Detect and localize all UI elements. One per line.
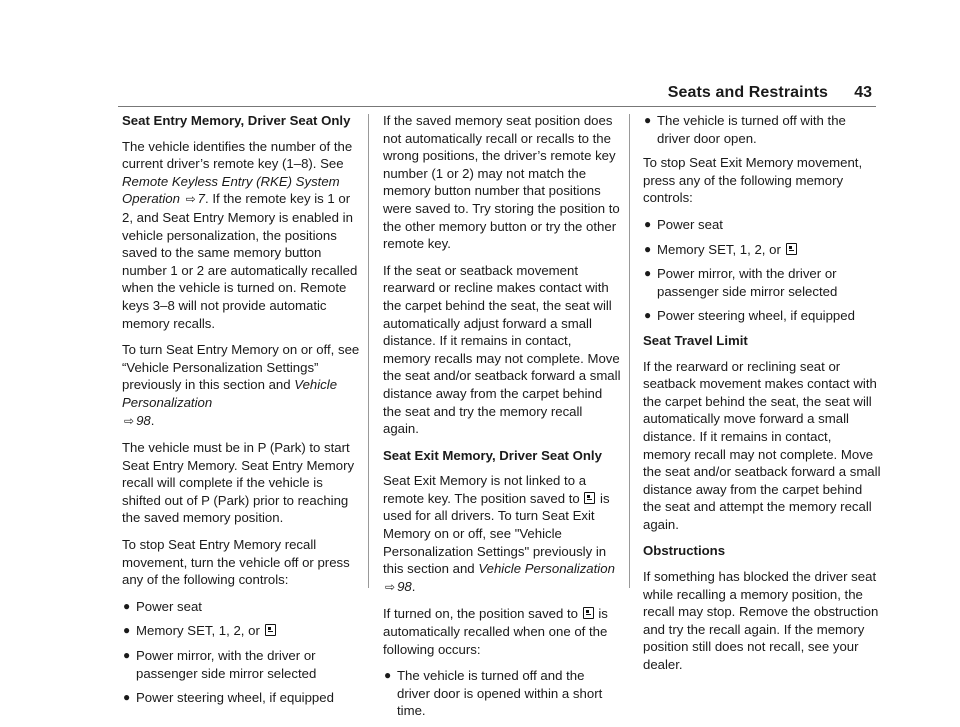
column-divider xyxy=(368,114,369,588)
paragraph-text: If turned on, the position saved to xyxy=(383,606,579,622)
page-reference-arrow-icon: ⇨ xyxy=(124,413,135,428)
section-heading: Obstructions xyxy=(643,543,726,559)
list-item xyxy=(643,265,881,300)
list-item-text: The vehicle is turned off and the driver door is opened within a short time. xyxy=(397,668,603,719)
page-reference-number[interactable]: 7 xyxy=(197,191,205,207)
bullet-icon: ● xyxy=(644,241,652,256)
list-item xyxy=(643,307,881,325)
page-header xyxy=(0,84,960,104)
list-item xyxy=(122,598,360,616)
paragraph-text: . xyxy=(411,578,416,594)
section-heading: Seat Entry Memory, Driver Seat Only xyxy=(122,113,351,128)
paragraph-text: is automatically recalled when one of the following occurs: xyxy=(383,606,608,657)
list-item xyxy=(383,667,621,720)
column-middle xyxy=(383,112,621,727)
paragraph-text: Seat Exit Memory is not linked to a remote key. The position saved to xyxy=(383,473,587,506)
bullet-icon: ● xyxy=(123,623,131,638)
list-item-text: Power mirror, with the driver or passenger side mirror selected xyxy=(657,266,838,299)
bullet-icon: ● xyxy=(644,113,652,127)
column-divider xyxy=(629,114,630,588)
list-item xyxy=(122,647,360,682)
list-item-text: Memory SET, 1, 2, or xyxy=(136,623,260,639)
list-item-text: Power steering wheel, if equipped xyxy=(657,308,855,324)
page-reference-number[interactable]: 98 xyxy=(397,578,412,594)
paragraph-text: . xyxy=(150,412,155,428)
header-rule xyxy=(118,106,876,107)
paragraph xyxy=(122,341,360,430)
page-reference-arrow-icon: ⇨ xyxy=(185,192,196,207)
list-item xyxy=(643,241,881,259)
cross-reference-link[interactable]: Vehicle Personalization xyxy=(478,561,615,577)
seat-exit-memory-button-icon xyxy=(584,492,595,504)
paragraph: If something has blocked the driver seat while recalling a memory position, the recall may stop. Remove the obstruction and try the recall again. If the memory position still does not recall, see your dealer. xyxy=(643,569,879,673)
bullet-icon: ● xyxy=(123,690,131,705)
paragraph-text: The vehicle identifies the number of the current driver’s remote key (1–8). See xyxy=(122,138,353,172)
cross-reference-link[interactable]: Vehicle Personalization xyxy=(122,377,338,410)
paragraph: If the saved memory seat position does not automatically recall or recalls to the wrong positions, the driver’s remote key number (1 or 2) may not match the memory button number that positions were saved to. Try storing the position to the other memory button or try the other remote key. xyxy=(383,113,620,252)
column-left xyxy=(122,112,360,714)
paragraph: To stop Seat Exit Memory movement, press any of the following memory controls: xyxy=(643,155,863,206)
list-item xyxy=(643,216,881,234)
paragraph-text: is used for all drivers. To turn Seat Exit Memory on or off, see "Vehicle Personalization Settings" previously in this section and xyxy=(383,490,610,577)
section-heading: Seat Travel Limit xyxy=(643,332,748,348)
paragraph xyxy=(383,472,621,596)
list-item-text: Memory SET, 1, 2, or xyxy=(657,241,781,257)
paragraph: To stop Seat Entry Memory recall movement, turn the vehicle off or press any of the following controls: xyxy=(122,537,350,588)
bullet-icon: ● xyxy=(123,648,131,663)
bullet-icon: ● xyxy=(644,308,652,323)
section-title: Seats and Restraints xyxy=(667,84,828,101)
list-item xyxy=(122,689,360,707)
page-reference-number[interactable]: 98 xyxy=(136,412,151,428)
paragraph xyxy=(122,138,360,333)
bullet-icon: ● xyxy=(644,216,652,231)
cross-reference-link[interactable]: Remote Keyless Entry (RKE) System Operation xyxy=(122,173,340,207)
paragraph: The vehicle must be in P (Park) to start Seat Entry Memory. Seat Entry Memory recall will complete if the vehicle is shifted out of P (Park) prior to reaching the saved memory position. xyxy=(122,440,355,526)
column-right xyxy=(643,112,881,683)
page-reference-arrow-icon: ⇨ xyxy=(385,579,396,594)
list-item-text: Power seat xyxy=(136,598,202,614)
paragraph: If the seat or seatback movement rearward or recline makes contact with the carpet behind the seat, the seat will automatically adjust forward a small distance. If it remains in contact, memory recalls may not complete. Move the seat and/or seatback forward a small distance away from the carpet behind the seat and try the memory recall again. xyxy=(383,262,621,437)
list-item-text: Power steering wheel, if equipped xyxy=(136,690,334,706)
list-item-text: The vehicle is turned off with the driver door open. xyxy=(657,113,846,146)
seat-exit-memory-button-icon xyxy=(583,607,594,619)
section-heading: Seat Exit Memory, Driver Seat Only xyxy=(383,447,602,463)
page-number: 43 xyxy=(854,84,872,101)
bullet-icon: ● xyxy=(123,598,131,613)
list-item xyxy=(122,622,360,640)
paragraph: If the rearward or reclining seat or seatback movement makes contact with the carpet behind the seat, the seat will automatically move forward a small distance. If it remains in contact, memory recall may not complete. Move the seat and/or seatback forward a small distance away from the carpet behind the seat and attempt the memory recall again. xyxy=(643,358,881,532)
seat-exit-memory-button-icon xyxy=(265,624,276,636)
bullet-icon: ● xyxy=(384,668,392,683)
list-item xyxy=(643,112,881,147)
paragraph xyxy=(383,605,621,658)
paragraph-text: To turn Seat Entry Memory on or off, see “Vehicle Personalization Settings” previously in this section and xyxy=(122,342,360,393)
list-item-text: Power seat xyxy=(657,216,723,232)
bullet-icon: ● xyxy=(644,266,652,281)
list-item-text: Power mirror, with the driver or passenger side mirror selected xyxy=(136,648,317,681)
paragraph-text: . If the remote key is 1 or 2, and Seat Entry Memory is enabled in vehicle personalization, the positions saved to the same memory button number 1 or 2 are automatically recalled when the vehicle is turned on. Remote keys 3–8 will not provide automatic memory recalls. xyxy=(122,191,358,331)
seat-exit-memory-button-icon xyxy=(786,243,797,255)
